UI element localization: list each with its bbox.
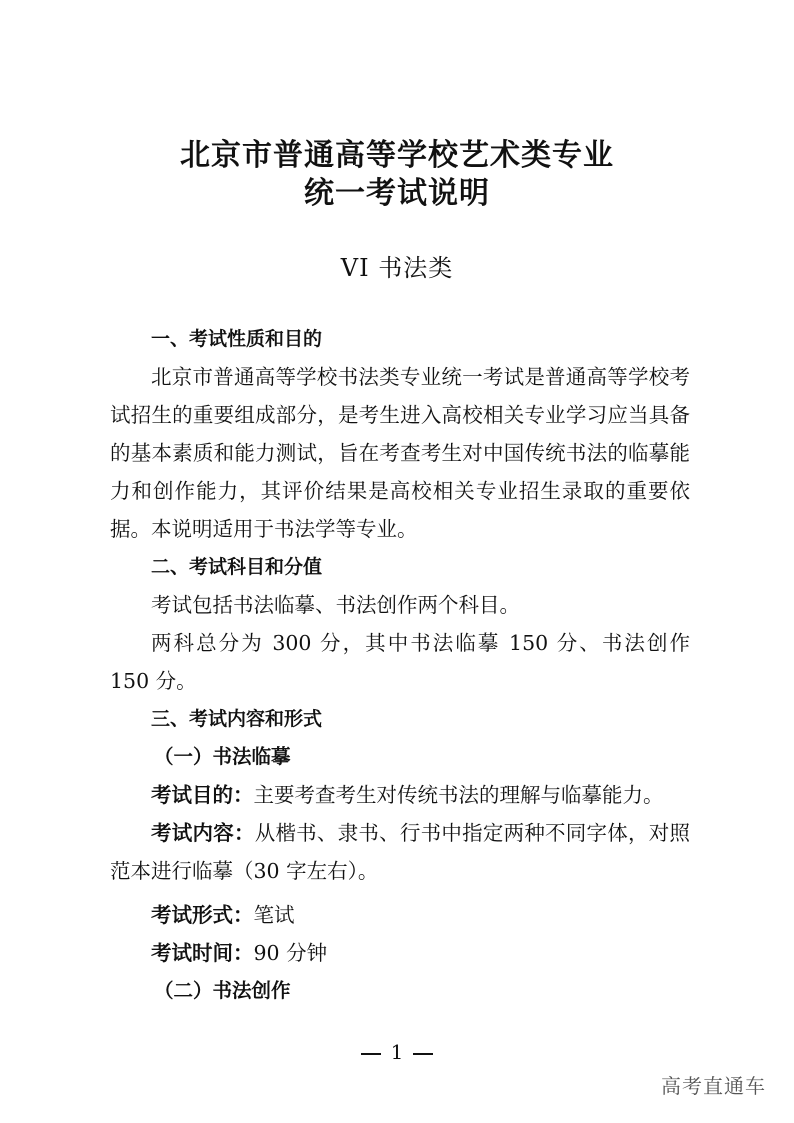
exam-content-line [110,814,690,890]
exam-purpose-value: 主要考查考生对传统书法的理解与临摹能力。 [253,783,664,807]
exam-content-label: 考试内容： [151,821,255,845]
watermark-text: 高考直通车 [661,1074,766,1098]
page-number-value: 1 [390,1040,404,1064]
section-2-paragraph-1: 考试包括书法临摹、书法创作两个科目。 [151,593,520,617]
document-body [110,320,690,1010]
exam-purpose-label: 考试目的： [151,783,254,807]
page-number [0,1040,794,1064]
section-1-heading: 一、考试性质和目的 [151,328,323,350]
exam-time-value: 90 分钟 [253,941,328,965]
document-title-line-1: 北京市普通高等学校艺术类专业 [180,138,614,173]
exam-form-label: 考试形式： [151,903,254,927]
page-dash-right [413,1053,433,1055]
section-3-heading: 三、考试内容和形式 [151,708,323,730]
document-title-line-2: 统一考试说明 [304,176,490,211]
section-2-heading: 二、考试科目和分值 [151,556,323,578]
section-3-sub-2-heading: （二）书法创作 [154,979,291,1002]
document-subtitle: VI 书法类 [340,254,454,282]
section-1-paragraph: 北京市普通高等学校书法类专业统一考试是普通高等学校考试招生的重要组成部分，是考生进入高校相关专业学习应当具备的基本素质和能力测试，旨在考查考生对中国传统书法的临摹能力和创作能力，其评价结果是高校相关专业招生录取的重要依据。本说明适用于书法学等专业。 [110,365,690,541]
page-dash-left [361,1053,381,1055]
section-2-paragraph-2: 两科总分为 300 分，其中书法临摹 150 分、书法创作 150 分。 [110,631,690,693]
exam-purpose-line [110,776,690,814]
exam-form-line [110,896,690,934]
section-3-sub-1-heading: （一）书法临摹 [154,745,291,768]
exam-form-value: 笔试 [253,903,295,927]
exam-content-value: 从楷书、隶书、行书中指定两种不同字体，对照范本进行临摹（30 字左右）。 [110,821,691,883]
exam-time-line [110,934,690,972]
exam-time-label: 考试时间： [151,941,254,965]
